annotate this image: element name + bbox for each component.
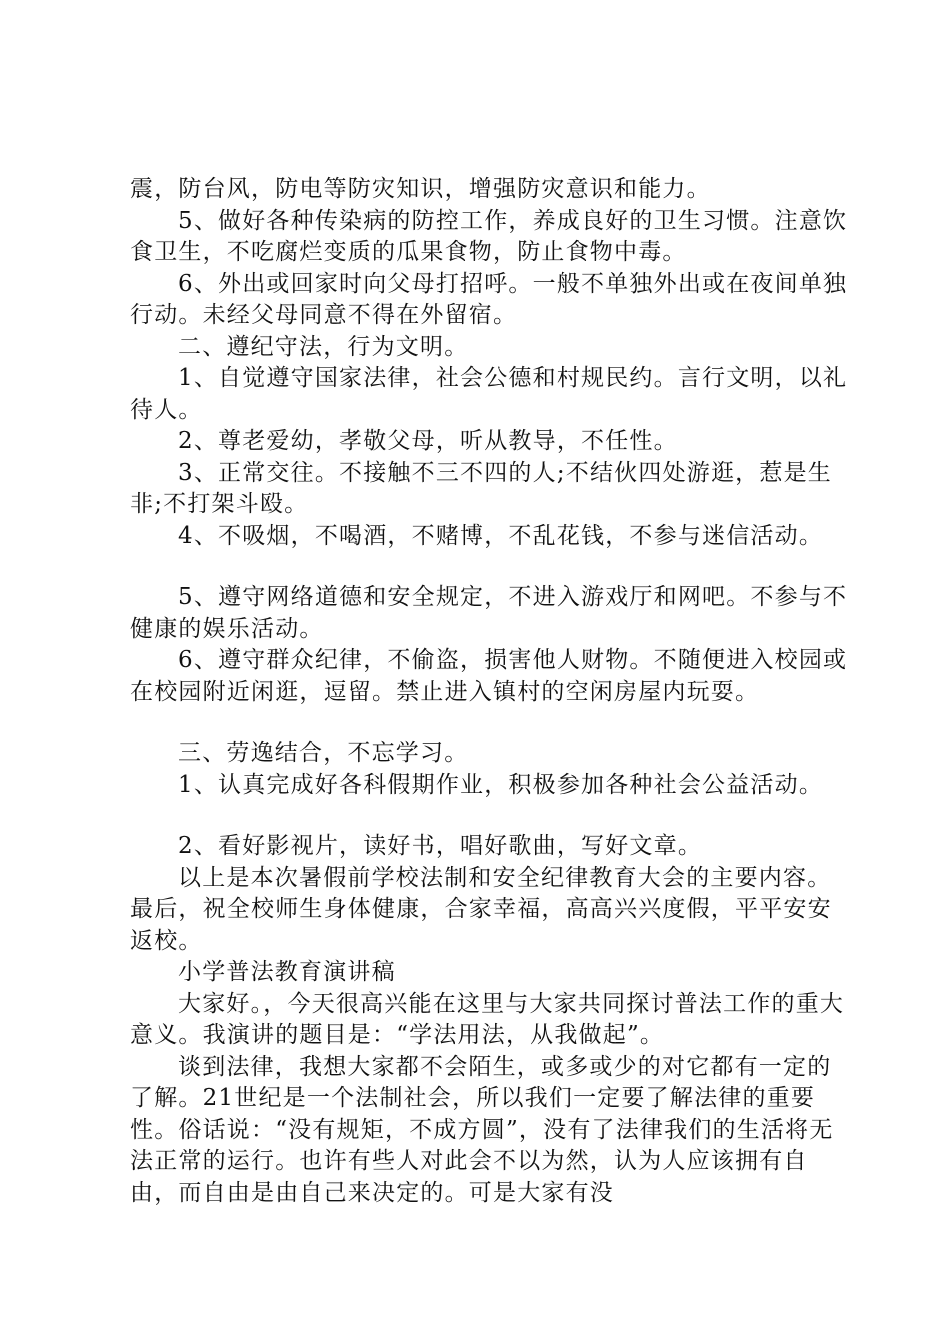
paragraph: 5、做好各种传染病的防控工作，养成良好的卫生习惯。注意饮食卫生，不吃腐烂变质的瓜果食物，防止食物中毒。: [130, 207, 848, 265]
paragraph: 1、认真完成好各科假期作业，积极参加各种社会公益活动。: [178, 771, 824, 798]
document-body: [130, 174, 850, 1209]
paragraph: 6、外出或回家时向父母打招呼。一般不单独外出或在夜间单独行动。未经父母同意不得在外留宿。: [130, 270, 848, 328]
paragraph: 以上是本次暑假前学校法制和安全纪律教育大会的主要内容。最后，祝全校师生身体健康，合家幸福，高高兴兴度假，平平安安返校。: [130, 864, 832, 954]
paragraph: 6、遵守群众纪律，不偷盗，损害他人财物。不随便进入校园或在校园附近闲逛，逗留。禁止进入镇村的空闲房屋内玩耍。: [130, 647, 848, 705]
paragraph: 5、遵守网络道德和安全规定，不进入游戏厅和网吧。不参与不健康的娱乐活动。: [130, 584, 848, 642]
paragraph: 4、不吸烟，不喝酒，不赌博，不乱花钱，不参与迷信活动。: [178, 522, 824, 549]
section-heading: 三、劳逸结合，不忘学习。: [178, 740, 469, 766]
paragraph: 谈到法律，我想大家都不会陌生，或多或少的对它都有一定的了解。21世纪是一个法制社会，所以我们一定要了解法律的重要性。俗话说：“没有规矩，不成方圆”，没有了法律我们的生活将无法正常的运行。也许有些人对此会不以为然，认为人应该拥有自由，而自由是由自己来决定的。可是大家有没: [130, 1053, 834, 1206]
paragraph: 2、尊老爱幼，孝敬父母，听从教导，不任性。: [178, 428, 678, 454]
paragraph: 1、自觉遵守国家法律，社会公德和村规民约。言行文明，以礼待人。: [130, 365, 848, 423]
paragraph: 3、正常交往。不接触不三不四的人;不结伙四处游逛，惹是生非;不打架斗殴。: [130, 459, 832, 517]
paragraph: 2、看好影视片，读好书，唱好歌曲，写好文章。: [178, 833, 703, 859]
section-heading: 二、遵纪守法，行为文明。: [178, 333, 469, 360]
speech-title: 小学普法教育演讲稿: [178, 959, 396, 985]
paragraph: 震，防台风，防电等防灾知识，增强防灾意识和能力。: [130, 176, 711, 202]
paragraph: 大家好。，今天很高兴能在这里与大家共同探讨普法工作的重大意义。我演讲的题目是：“学法用法，从我做起”。: [130, 990, 845, 1048]
